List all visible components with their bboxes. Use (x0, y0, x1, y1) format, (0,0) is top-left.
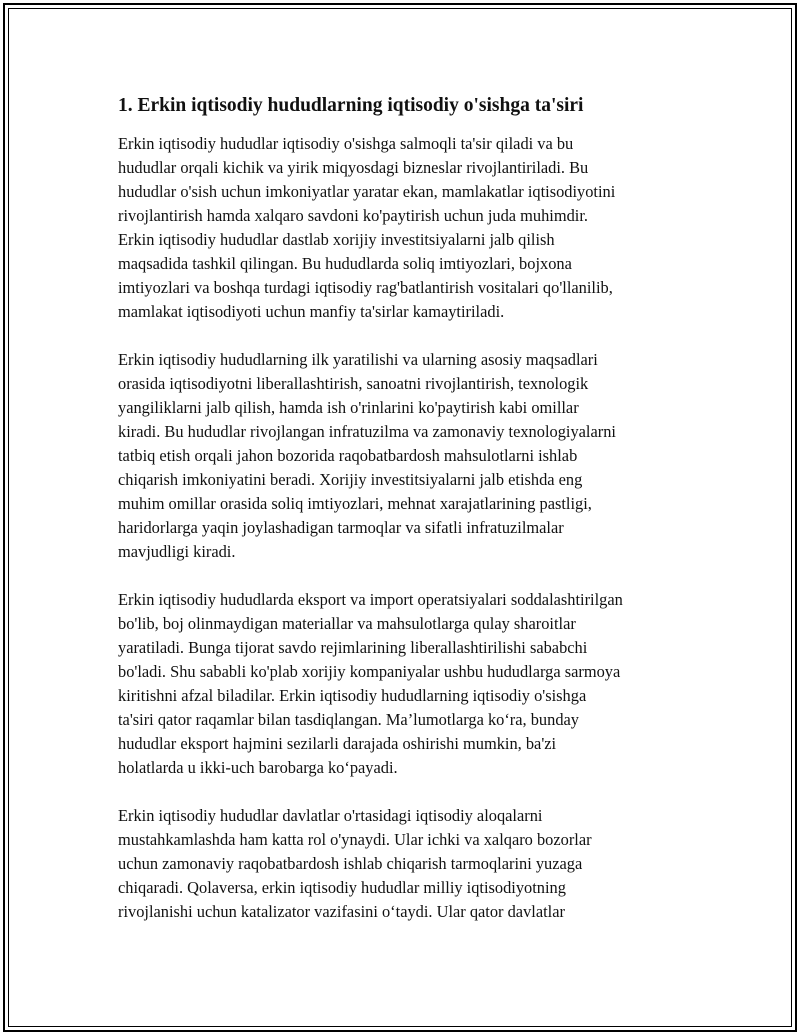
text-line: mamlakat iqtisodiyoti uchun manfiy ta'sirlar kamaytiriladi. (118, 302, 505, 321)
text-line: yaratiladi. Bunga tijorat savdo rejimlarining liberallashtirilishi sababchi (118, 638, 588, 657)
paragraph-2 (118, 348, 698, 564)
text-line: holatlarda u ikki-uch barobarga ko‘payadi. (118, 758, 398, 777)
text-line: uchun zamonaviy raqobatbardosh ishlab chiqarish tarmoqlarini yuzaga (118, 854, 583, 873)
text-line: chiqaradi. Qolaversa, erkin iqtisodiy hududlar milliy iqtisodiyotning (118, 878, 566, 897)
paragraph-1 (118, 132, 698, 324)
text-line: maqsadida tashkil qilingan. Bu hududlarda soliq imtiyozlari, bojxona (118, 254, 572, 273)
text-line: kiritishni afzal biladilar. Erkin iqtisodiy hududlarning iqtisodiy o'sishga (118, 686, 587, 705)
text-line: rivojlanishi uchun katalizator vazifasini o‘taydi. Ular qator davlatlar (118, 902, 565, 921)
text-line: rivojlantirish hamda xalqaro savdoni ko'paytirish uchun juda muhimdir. (118, 206, 589, 225)
text-line: orasida iqtisodiyotni liberallashtirish, sanoatni rivojlantirish, texnologik (118, 374, 589, 393)
text-line: muhim omillar orasida soliq imtiyozlari, mehnat xarajatlarining pastligi, (118, 494, 592, 513)
paragraph-4 (118, 804, 698, 924)
text-line: bo'ladi. Shu sababli ko'plab xorijiy kompaniyalar ushbu hududlarga sarmoya (118, 662, 621, 681)
text-line: haridorlarga yaqin joylashadigan tarmoqlar va sifatli infratuzilmalar (118, 518, 564, 537)
paragraph-3 (118, 588, 698, 780)
text-line: mustahkamlashda ham katta rol o'ynaydi. Ular ichki va xalqaro bozorlar (118, 830, 592, 849)
text-line: imtiyozlari va boshqa turdagi iqtisodiy rag'batlantirish vositalari qo'llanilib, (118, 278, 613, 297)
text-line: bo'lib, boj olinmaydigan materiallar va mahsulotlarga qulay sharoitlar (118, 614, 576, 633)
text-line: yangiliklarni jalb qilish, hamda ish o'rinlarini ko'paytirish kabi omillar (118, 398, 579, 417)
text-line: Erkin iqtisodiy hududlarda eksport va import operatsiyalari soddalashtirilgan (118, 590, 623, 609)
text-line: hududlar orqali kichik va yirik miqyosdagi bizneslar rivojlantiriladi. Bu (118, 158, 589, 177)
text-line: Erkin iqtisodiy hududlar iqtisodiy o'sishga salmoqli ta'sir qiladi va bu (118, 134, 574, 153)
text-line: Erkin iqtisodiy hududlarning ilk yaratilishi va ularning asosiy maqsadlari (118, 350, 598, 369)
text-line: Erkin iqtisodiy hududlar dastlab xorijiy investitsiyalarni jalb qilish (118, 230, 555, 249)
document-body (118, 92, 698, 948)
text-line: kiradi. Bu hududlar rivojlangan infratuzilma va zamonaviy texnologiyalarni (118, 422, 616, 441)
text-line: ta'siri qator raqamlar bilan tasdiqlangan. Ma’lumotlarga ko‘ra, bunday (118, 710, 579, 729)
text-line: Erkin iqtisodiy hududlar davlatlar o'rtasidagi iqtisodiy aloqalarni (118, 806, 543, 825)
text-line: mavjudligi kiradi. (118, 542, 236, 561)
text-line: hududlar o'sish uchun imkoniyatlar yaratar ekan, mamlakatlar iqtisodiyotini (118, 182, 616, 201)
text-line: tatbiq etish orqali jahon bozorida raqobatbardosh mahsulotlarni ishlab (118, 446, 578, 465)
section-heading: 1. Erkin iqtisodiy hududlarning iqtisodiy o'sishga ta'siri (118, 95, 584, 116)
text-line: chiqarish imkoniyatini beradi. Xorijiy investitsiyalarni jalb etishda eng (118, 470, 583, 489)
text-line: hududlar eksport hajmini sezilarli darajada oshirishi mumkin, ba'zi (118, 734, 557, 753)
